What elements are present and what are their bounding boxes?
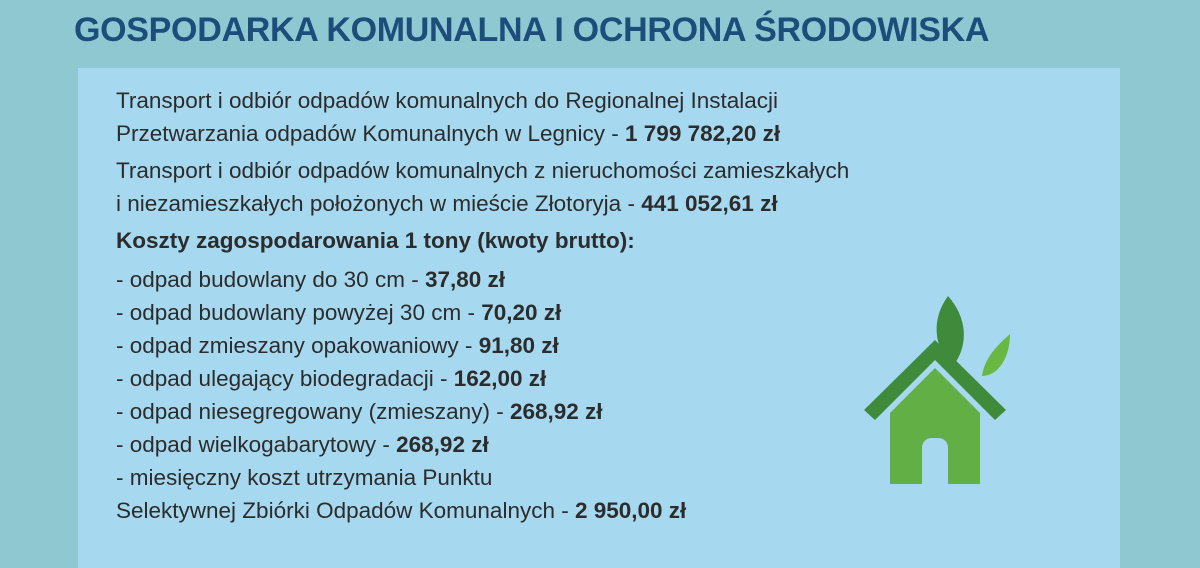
page-title: GOSPODARKA KOMUNALNA I OCHRONA ŚRODOWISKA <box>74 11 990 49</box>
cost-label: - odpad wielkogabarytowy - <box>116 431 397 457</box>
costs-heading: Koszty zagospodarowania 1 tony (kwoty brutto): <box>116 228 635 253</box>
transport-legnica-line2-wrap <box>116 118 876 151</box>
pszok-amount: 2 950,00 zł <box>574 497 687 523</box>
transport-zlotoryja-item <box>116 155 876 220</box>
cost-amount: 268,92 zł <box>509 398 603 424</box>
cost-amount: 162,00 zł <box>453 365 547 391</box>
pszok-label: Selektywnej Zbiórki Odpadów Komunalnych - <box>116 497 575 523</box>
transport-zlotoryja-amount: 441 052,61 zł <box>641 190 778 216</box>
cost-amount: 70,20 zł <box>481 299 562 325</box>
cost-item <box>116 395 876 428</box>
cost-label: - odpad niesegregowany (zmieszany) - <box>116 398 510 424</box>
small-leaf <box>982 334 1010 376</box>
transport-zlotoryja-line1: Transport i odbiór odpadów komunalnych z nieruchomości zamieszkałych <box>116 158 850 183</box>
cost-label: - odpad ulegający biodegradacji - <box>116 365 454 391</box>
cost-amount: 91,80 zł <box>478 332 559 358</box>
cost-label: - odpad budowlany powyżej 30 cm - <box>116 299 482 325</box>
cost-amount: 37,80 zł <box>424 266 505 292</box>
cost-list <box>116 263 876 527</box>
cost-item <box>116 428 876 461</box>
transport-legnica-amount: 1 799 782,20 zł <box>625 120 781 146</box>
cost-label: - odpad budowlany do 30 cm - <box>116 266 425 292</box>
cost-item <box>116 362 876 395</box>
transport-legnica-line1: Transport i odbiór odpadów komunalnych do Regionalnej Instalacji <box>116 88 779 113</box>
transport-legnica-item <box>116 85 876 150</box>
cost-label: - odpad zmieszany opakowaniowy - <box>116 332 479 358</box>
pszok-item-line1: - miesięczny koszt utrzymania Punktu <box>116 464 493 490</box>
cost-amount: 268,92 zł <box>396 431 489 457</box>
cost-item <box>116 329 876 362</box>
cost-item <box>116 296 876 329</box>
costs-content <box>116 85 876 527</box>
transport-zlotoryja-line2: i niezamieszkałych położonych w mieście Złotoryja - <box>116 190 642 216</box>
transport-legnica-line2: Przetwarzania odpadów Komunalnych w Legnicy - <box>116 120 626 146</box>
eco-house-icon <box>860 288 1010 488</box>
transport-zlotoryja-line2-wrap <box>116 188 876 221</box>
pszok-item-line2 <box>116 494 876 527</box>
cost-item <box>116 263 876 296</box>
